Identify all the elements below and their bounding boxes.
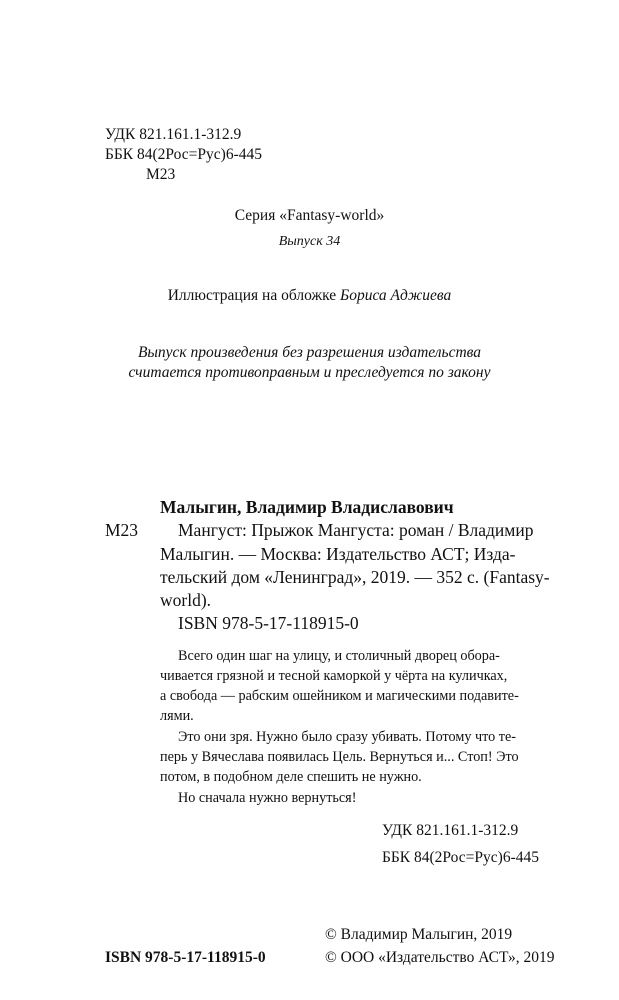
catalog-desc-line1: Мангуст: Прыжок Мангуста: роман / Владимир [178, 520, 534, 540]
copyright-warning-line2: считается противоправным и преследуется по закону [128, 364, 491, 381]
series-issue: Выпуск 34 [278, 234, 341, 249]
catalog-isbn: ISBN 978-5-17-118915-0 [178, 613, 359, 633]
footer-isbn: ISBN 978-5-17-118915-0 [105, 949, 266, 966]
copyright-author: © Владимир Малыгин, 2019 [325, 926, 513, 943]
catalog-mark: М23 [105, 520, 139, 540]
annotation-p1-l3: а свобода — рабским ошейником и магическими подавите- [160, 688, 519, 704]
footer-bbk: ББК 84(2Рос=Рус)6-445 [382, 849, 539, 866]
illustration-artist: Бориса Аджиева [340, 287, 452, 304]
bbk-code: ББК 84(2Рос=Рус)6-445 [105, 146, 262, 163]
footer-udk: УДК 821.161.1-312.9 [382, 822, 519, 839]
catalog-desc-line4: world). [160, 590, 212, 610]
series-name: Серия «Fantasy-world» [234, 207, 385, 224]
author-mark: М23 [146, 166, 176, 183]
annotation-p3-l1: Но сначала нужно вернуться! [178, 790, 357, 806]
annotation-p1-l1: Всего один шаг на улицу, и столичный дворец обора- [178, 648, 500, 664]
udk-code: УДК 821.161.1-312.9 [105, 126, 242, 143]
illustration-prefix: Иллюстрация на обложке [167, 287, 341, 304]
copyright-warning-line1: Выпуск произведения без разрешения издательства [137, 344, 482, 361]
annotation-p1-l2: чивается грязной и тесной каморкой у чёрта на куличках, [160, 668, 508, 684]
annotation-p2-l3: потом, в подобном деле спешить не нужно. [160, 769, 422, 785]
copyright-publisher: © ООО «Издательство АСТ», 2019 [325, 949, 555, 966]
catalog-desc-line2: Малыгин. — Москва: Издательство АСТ; Изда- [160, 544, 516, 564]
annotation-p2-l2: перь у Вячеслава появилась Цель. Вернуться и... Стоп! Это [160, 749, 519, 765]
annotation-p1-l4: лями. [160, 708, 194, 724]
catalog-author: Малыгин, Владимир Владиславович [160, 497, 454, 517]
illustration-credit [0, 286, 619, 306]
catalog-desc-line3: тельский дом «Ленинград», 2019. — 352 с. (Fantasy- [160, 567, 550, 587]
annotation-p2-l1: Это они зря. Нужно было сразу убивать. Потому что те- [178, 729, 516, 745]
